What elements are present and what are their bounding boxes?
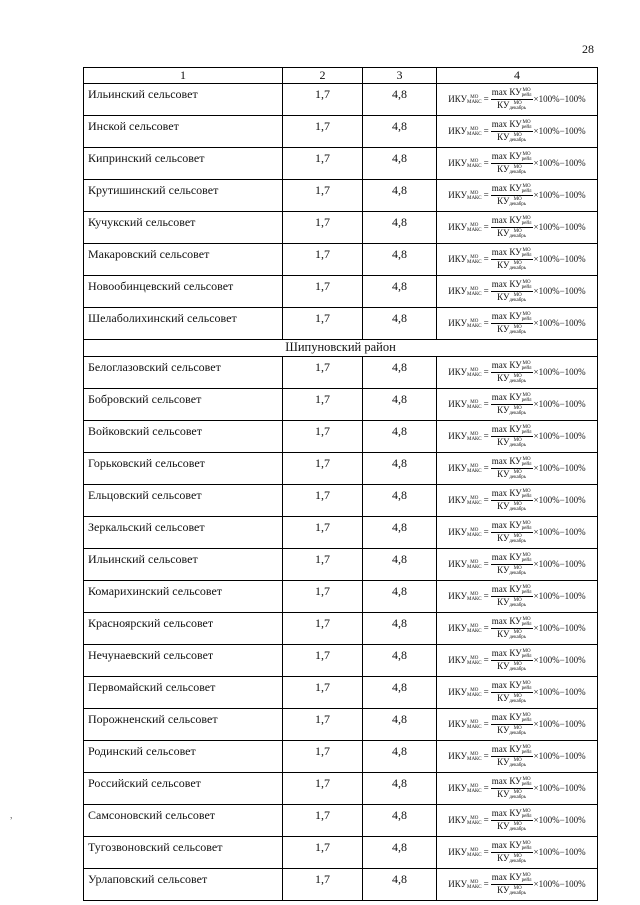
municipality-name: Красноярский сельсовет: [84, 613, 283, 645]
table-row: [84, 180, 598, 212]
value-col-2: 1,7: [283, 84, 363, 116]
formula: ИКУ МО МАКС = max КУ МО рейл КУ МО декабрь ×100%−100%: [448, 279, 586, 303]
header-col-4: 4: [437, 68, 598, 84]
formula: ИКУ МО МАКС = max КУ МО рейл КУ МО декабрь ×100%−100%: [448, 680, 586, 704]
municipality-name: Ельцовский сельсовет: [84, 485, 283, 517]
formula: ИКУ МО МАКС = max КУ МО рейл КУ МО декабрь ×100%−100%: [448, 520, 586, 544]
value-col-2: 1,7: [283, 837, 363, 869]
formula-cell: [437, 517, 598, 549]
formula: ИКУ МО МАКС = max КУ МО рейл КУ МО декабрь ×100%−100%: [448, 183, 586, 207]
value-col-3: 4,8: [363, 517, 437, 549]
municipality-name: Самсоновский сельсовет: [84, 805, 283, 837]
table-row: [84, 741, 598, 773]
value-col-2: 1,7: [283, 276, 363, 308]
formula-cell: [437, 677, 598, 709]
value-col-3: 4,8: [363, 357, 437, 389]
formula: ИКУ МО МАКС = max КУ МО рейл КУ МО декабрь ×100%−100%: [448, 488, 586, 512]
formula-cell: [437, 84, 598, 116]
table-row: [84, 421, 598, 453]
value-col-2: 1,7: [283, 244, 363, 276]
value-col-2: 1,7: [283, 709, 363, 741]
formula-cell: [437, 581, 598, 613]
formula: ИКУ МО МАКС = max КУ МО рейл КУ МО декабрь ×100%−100%: [448, 584, 586, 608]
value-col-3: 4,8: [363, 613, 437, 645]
value-col-2: 1,7: [283, 180, 363, 212]
formula: ИКУ МО МАКС = max КУ МО рейл КУ МО декабрь ×100%−100%: [448, 712, 586, 736]
formula-cell: [437, 116, 598, 148]
value-col-3: 4,8: [363, 709, 437, 741]
formula-cell: [437, 741, 598, 773]
municipality-name: Родинский сельсовет: [84, 741, 283, 773]
formula-cell: [437, 709, 598, 741]
formula: ИКУ МО МАКС = max КУ МО рейл КУ МО декабрь ×100%−100%: [448, 392, 586, 416]
formula-cell: [437, 773, 598, 805]
municipality-name: Крутишинский сельсовет: [84, 180, 283, 212]
table-row: [84, 357, 598, 389]
value-col-2: 1,7: [283, 308, 363, 340]
formula: ИКУ МО МАКС = max КУ МО рейл КУ МО декабрь ×100%−100%: [448, 840, 586, 864]
value-col-2: 1,7: [283, 421, 363, 453]
formula: ИКУ МО МАКС = max КУ МО рейл КУ МО декабрь ×100%−100%: [448, 872, 586, 896]
formula: ИКУ МО МАКС = max КУ МО рейл КУ МО декабрь ×100%−100%: [448, 808, 586, 832]
table-row: [84, 212, 598, 244]
value-col-3: 4,8: [363, 308, 437, 340]
value-col-3: 4,8: [363, 645, 437, 677]
table-row: [84, 276, 598, 308]
municipality-name: Порожненский сельсовет: [84, 709, 283, 741]
value-col-2: 1,7: [283, 517, 363, 549]
value-col-2: 1,7: [283, 357, 363, 389]
header-col-1: 1: [84, 68, 283, 84]
value-col-3: 4,8: [363, 773, 437, 805]
formula-cell: [437, 244, 598, 276]
value-col-3: 4,8: [363, 741, 437, 773]
value-col-2: 1,7: [283, 485, 363, 517]
formula-cell: [437, 276, 598, 308]
table-row: [84, 869, 598, 901]
municipality-name: Ильинский сельсовет: [84, 549, 283, 581]
table-row: [84, 148, 598, 180]
value-col-2: 1,7: [283, 389, 363, 421]
formula-cell: [437, 148, 598, 180]
value-col-3: 4,8: [363, 244, 437, 276]
value-col-2: 1,7: [283, 645, 363, 677]
table-row: [84, 453, 598, 485]
value-col-2: 1,7: [283, 148, 363, 180]
value-col-3: 4,8: [363, 677, 437, 709]
formula-cell: [437, 613, 598, 645]
formula-cell: [437, 837, 598, 869]
table-row: [84, 549, 598, 581]
value-col-3: 4,8: [363, 869, 437, 901]
section-row: [84, 340, 598, 357]
formula: ИКУ МО МАКС = max КУ МО рейл КУ МО декабрь ×100%−100%: [448, 744, 586, 768]
formula: ИКУ МО МАКС = max КУ МО рейл КУ МО декабрь ×100%−100%: [448, 776, 586, 800]
value-col-3: 4,8: [363, 581, 437, 613]
municipality-name: Макаровский сельсовет: [84, 244, 283, 276]
municipality-name: Комарихинский сельсовет: [84, 581, 283, 613]
formula: ИКУ МО МАКС = max КУ МО рейл КУ МО декабрь ×100%−100%: [448, 311, 586, 335]
formula: ИКУ МО МАКС = max КУ МО рейл КУ МО декабрь ×100%−100%: [448, 119, 586, 143]
municipality-name: Шелаболихинский сельсовет: [84, 308, 283, 340]
formula-cell: [437, 453, 598, 485]
value-col-3: 4,8: [363, 276, 437, 308]
value-col-3: 4,8: [363, 84, 437, 116]
municipality-name: Новообинцевский сельсовет: [84, 276, 283, 308]
table-row: [84, 84, 598, 116]
formula-cell: [437, 869, 598, 901]
value-col-3: 4,8: [363, 148, 437, 180]
header-row: [84, 68, 598, 84]
municipality-name: Войковский сельсовет: [84, 421, 283, 453]
formula-cell: [437, 357, 598, 389]
formula-cell: [437, 180, 598, 212]
table-row: [84, 116, 598, 148]
value-col-2: 1,7: [283, 453, 363, 485]
table-row: [84, 244, 598, 276]
value-col-3: 4,8: [363, 837, 437, 869]
table-row: [84, 645, 598, 677]
formula: ИКУ МО МАКС = max КУ МО рейл КУ МО декабрь ×100%−100%: [448, 87, 586, 111]
table-row: [84, 677, 598, 709]
formula: ИКУ МО МАКС = max КУ МО рейл КУ МО декабрь ×100%−100%: [448, 424, 586, 448]
formula-cell: [437, 421, 598, 453]
table-row: [84, 773, 598, 805]
formula: ИКУ МО МАКС = max КУ МО рейл КУ МО декабрь ×100%−100%: [448, 552, 586, 576]
table-row: [84, 581, 598, 613]
value-col-3: 4,8: [363, 549, 437, 581]
value-col-3: 4,8: [363, 180, 437, 212]
formula-cell: [437, 212, 598, 244]
header-col-3: 3: [363, 68, 437, 84]
table-row: [84, 389, 598, 421]
municipality-name: Ильинский сельсовет: [84, 84, 283, 116]
municipality-name: Кипринский сельсовет: [84, 148, 283, 180]
value-col-2: 1,7: [283, 741, 363, 773]
table-row: [84, 308, 598, 340]
formula: ИКУ МО МАКС = max КУ МО рейл КУ МО декабрь ×100%−100%: [448, 215, 586, 239]
value-col-2: 1,7: [283, 212, 363, 244]
tariff-table: [83, 67, 598, 901]
municipality-name: Первомайский сельсовет: [84, 677, 283, 709]
value-col-3: 4,8: [363, 421, 437, 453]
value-col-2: 1,7: [283, 549, 363, 581]
value-col-3: 4,8: [363, 453, 437, 485]
value-col-2: 1,7: [283, 581, 363, 613]
formula: ИКУ МО МАКС = max КУ МО рейл КУ МО декабрь ×100%−100%: [448, 648, 586, 672]
value-col-2: 1,7: [283, 116, 363, 148]
value-col-2: 1,7: [283, 773, 363, 805]
value-col-2: 1,7: [283, 805, 363, 837]
formula: ИКУ МО МАКС = max КУ МО рейл КУ МО декабрь ×100%−100%: [448, 360, 586, 384]
municipality-name: Белоглазовский сельсовет: [84, 357, 283, 389]
municipality-name: Бобровский сельсовет: [84, 389, 283, 421]
table-row: [84, 613, 598, 645]
table-row: [84, 837, 598, 869]
value-col-3: 4,8: [363, 116, 437, 148]
section-title: Шипуновский район: [84, 340, 598, 357]
page-number: 28: [582, 42, 594, 56]
table-row: [84, 805, 598, 837]
table-row: [84, 517, 598, 549]
header-col-2: 2: [283, 68, 363, 84]
formula-cell: [437, 645, 598, 677]
value-col-3: 4,8: [363, 485, 437, 517]
municipality-name: Инской сельсовет: [84, 116, 283, 148]
municipality-name: Урлаповский сельсовет: [84, 869, 283, 901]
table-row: [84, 709, 598, 741]
value-col-2: 1,7: [283, 677, 363, 709]
value-col-3: 4,8: [363, 389, 437, 421]
municipality-name: Горьковский сельсовет: [84, 453, 283, 485]
formula: ИКУ МО МАКС = max КУ МО рейл КУ МО декабрь ×100%−100%: [448, 247, 586, 271]
formula-cell: [437, 485, 598, 517]
formula-cell: [437, 549, 598, 581]
formula-cell: [437, 389, 598, 421]
formula-cell: [437, 805, 598, 837]
value-col-2: 1,7: [283, 613, 363, 645]
formula-cell: [437, 308, 598, 340]
value-col-2: 1,7: [283, 869, 363, 901]
municipality-name: Нечунаевский сельсовет: [84, 645, 283, 677]
municipality-name: Тугозвоновский сельсовет: [84, 837, 283, 869]
formula: ИКУ МО МАКС = max КУ МО рейл КУ МО декабрь ×100%−100%: [448, 151, 586, 175]
table-row: [84, 485, 598, 517]
municipality-name: Российский сельсовет: [84, 773, 283, 805]
value-col-3: 4,8: [363, 212, 437, 244]
formula: ИКУ МО МАКС = max КУ МО рейл КУ МО декабрь ×100%−100%: [448, 456, 586, 480]
municipality-name: Кучукский сельсовет: [84, 212, 283, 244]
margin-mark: ,: [10, 810, 13, 821]
municipality-name: Зеркальский сельсовет: [84, 517, 283, 549]
value-col-3: 4,8: [363, 805, 437, 837]
formula: ИКУ МО МАКС = max КУ МО рейл КУ МО декабрь ×100%−100%: [448, 616, 586, 640]
